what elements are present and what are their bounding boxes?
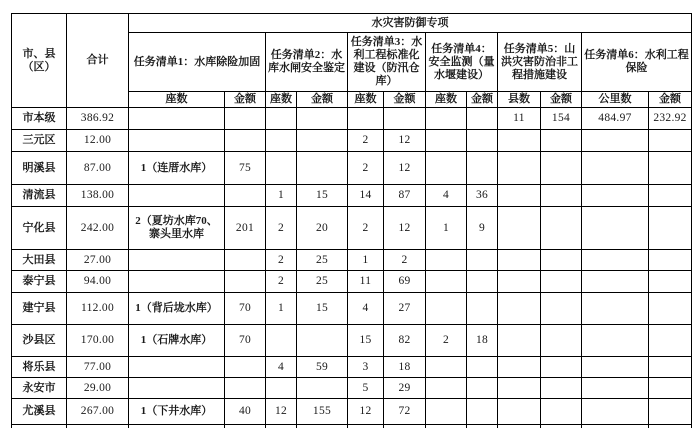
value-cell [348, 425, 384, 428]
table-row [12, 271, 692, 293]
value-cell [426, 271, 467, 293]
value-cell: 1 [266, 185, 297, 207]
value-cell: 20 [297, 207, 348, 250]
value-cell [541, 185, 582, 207]
value-cell: 2 [348, 130, 384, 152]
row-name-cell: 三元区 [12, 130, 67, 152]
grand-total-header-cell: 合计 [67, 14, 129, 108]
value-cell [541, 378, 582, 399]
row-name-cell: 宁化县 [12, 207, 67, 250]
value-cell [582, 271, 649, 293]
row-total-cell: 170.00 [67, 325, 129, 357]
row-name-cell: 清流县 [12, 185, 67, 207]
value-cell [129, 130, 225, 152]
row-name-cell [12, 425, 67, 428]
value-cell [467, 152, 498, 185]
value-cell [582, 207, 649, 250]
table-row [12, 293, 692, 325]
value-cell: 155 [297, 399, 348, 425]
value-cell [498, 130, 541, 152]
value-cell: 4 [426, 185, 467, 207]
value-cell: 40 [225, 399, 266, 425]
flood-prevention-funding-table [11, 13, 692, 428]
value-cell [498, 271, 541, 293]
task-group-header-3: 任务清单3：水利工程标准化建设（防汛仓库） [348, 33, 426, 92]
value-cell [498, 357, 541, 378]
value-cell [649, 378, 692, 399]
value-cell [467, 130, 498, 152]
row-total-cell: 112.00 [67, 293, 129, 325]
value-cell: 36 [467, 185, 498, 207]
value-cell [467, 108, 498, 130]
value-cell [582, 152, 649, 185]
value-cell: 5 [348, 378, 384, 399]
value-cell: 1（连厝水库） [129, 152, 225, 185]
row-name-cell: 尤溪县 [12, 399, 67, 425]
value-cell [225, 108, 266, 130]
value-cell [426, 130, 467, 152]
value-cell [129, 108, 225, 130]
value-cell [384, 425, 426, 428]
value-cell [129, 378, 225, 399]
value-cell [467, 293, 498, 325]
task-group-header-2: 任务清单2：水库水闸安全鉴定 [266, 33, 348, 92]
row-name-cell: 大田县 [12, 250, 67, 271]
value-cell [384, 108, 426, 130]
value-cell: 2 [266, 271, 297, 293]
row-total-cell: 267.00 [67, 399, 129, 425]
value-cell [541, 152, 582, 185]
row-total-cell: 29.00 [67, 378, 129, 399]
value-cell: 12 [348, 399, 384, 425]
value-cell [297, 378, 348, 399]
subcolumn-header: 金额 [467, 92, 498, 108]
value-cell [266, 425, 297, 428]
table-row [12, 325, 692, 357]
value-cell [582, 425, 649, 428]
table-row [12, 130, 692, 152]
value-cell [225, 271, 266, 293]
value-cell: 484.97 [582, 108, 649, 130]
value-cell [582, 250, 649, 271]
value-cell [498, 250, 541, 271]
value-cell: 87 [384, 185, 426, 207]
section-title-cell: 水灾害防御专项 [129, 14, 692, 33]
value-cell [498, 207, 541, 250]
value-cell: 75 [225, 152, 266, 185]
value-cell: 2 [426, 325, 467, 357]
value-cell [225, 378, 266, 399]
row-total-cell: 27.00 [67, 250, 129, 271]
row-total-cell: 242.00 [67, 207, 129, 250]
value-cell: 154 [541, 108, 582, 130]
value-cell [541, 130, 582, 152]
subcolumn-header: 座数 [426, 92, 467, 108]
value-cell: 1（背后垅水库） [129, 293, 225, 325]
subcolumn-header: 金额 [384, 92, 426, 108]
value-cell [582, 130, 649, 152]
value-cell: 59 [297, 357, 348, 378]
value-cell: 201 [225, 207, 266, 250]
table-row [12, 152, 692, 185]
value-cell: 70 [225, 325, 266, 357]
value-cell [582, 357, 649, 378]
value-cell [266, 152, 297, 185]
value-cell [649, 293, 692, 325]
value-cell: 70 [225, 293, 266, 325]
value-cell [426, 152, 467, 185]
value-cell [266, 378, 297, 399]
row-name-cell: 市本级 [12, 108, 67, 130]
value-cell: 12 [266, 399, 297, 425]
value-cell [582, 399, 649, 425]
value-cell [297, 108, 348, 130]
value-cell [649, 185, 692, 207]
value-cell [225, 425, 266, 428]
corner-header-cell: 市、县（区） [12, 14, 67, 108]
subcolumn-header: 县数 [498, 92, 541, 108]
value-cell [426, 293, 467, 325]
value-cell [582, 325, 649, 357]
value-cell: 25 [297, 250, 348, 271]
value-cell [426, 108, 467, 130]
row-total-cell: 386.92 [67, 108, 129, 130]
value-cell: 82 [384, 325, 426, 357]
value-cell: 1 [348, 250, 384, 271]
table-row [12, 357, 692, 378]
value-cell [129, 250, 225, 271]
value-cell [348, 108, 384, 130]
value-cell: 69 [384, 271, 426, 293]
value-cell: 1 [266, 293, 297, 325]
value-cell: 18 [467, 325, 498, 357]
value-cell [541, 399, 582, 425]
task-group-header-4: 任务清单4：安全监测（量水堰建设） [426, 33, 498, 92]
value-cell [541, 250, 582, 271]
value-cell: 12 [384, 130, 426, 152]
subcolumn-header: 座数 [348, 92, 384, 108]
value-cell: 2 [348, 207, 384, 250]
value-cell [297, 425, 348, 428]
row-name-cell: 永安市 [12, 378, 67, 399]
value-cell: 2 [384, 250, 426, 271]
value-cell: 3 [348, 357, 384, 378]
value-cell [225, 250, 266, 271]
value-cell [129, 357, 225, 378]
value-cell [541, 325, 582, 357]
value-cell [426, 425, 467, 428]
table-row [12, 185, 692, 207]
table-row [12, 425, 692, 428]
value-cell [649, 425, 692, 428]
value-cell: 18 [384, 357, 426, 378]
value-cell [649, 250, 692, 271]
value-cell: 15 [297, 185, 348, 207]
value-cell [541, 271, 582, 293]
value-cell [498, 399, 541, 425]
value-cell: 29 [384, 378, 426, 399]
value-cell: 15 [297, 293, 348, 325]
value-cell [649, 130, 692, 152]
value-cell: 4 [348, 293, 384, 325]
table-row [12, 108, 692, 130]
value-cell [649, 325, 692, 357]
value-cell [297, 325, 348, 357]
subcolumn-header: 公里数 [582, 92, 649, 108]
header-row-title [12, 14, 692, 33]
value-cell [297, 130, 348, 152]
value-cell [467, 378, 498, 399]
value-cell: 72 [384, 399, 426, 425]
value-cell [426, 378, 467, 399]
value-cell: 12 [384, 152, 426, 185]
value-cell [649, 207, 692, 250]
value-cell [498, 185, 541, 207]
table-row [12, 250, 692, 271]
value-cell [498, 152, 541, 185]
value-cell [129, 425, 225, 428]
subcolumn-header: 座数 [129, 92, 225, 108]
value-cell: 25 [297, 271, 348, 293]
value-cell [266, 108, 297, 130]
value-cell [426, 250, 467, 271]
value-cell [467, 425, 498, 428]
value-cell: 2（夏坊水库70、寨头里水库 [129, 207, 225, 250]
value-cell [129, 185, 225, 207]
value-cell: 1 [426, 207, 467, 250]
subcolumn-header: 金额 [649, 92, 692, 108]
value-cell: 9 [467, 207, 498, 250]
value-cell [297, 152, 348, 185]
value-cell: 14 [348, 185, 384, 207]
value-cell [426, 399, 467, 425]
value-cell [498, 378, 541, 399]
table-body [12, 108, 692, 428]
value-cell [541, 357, 582, 378]
value-cell [225, 357, 266, 378]
subcolumn-header: 金额 [541, 92, 582, 108]
value-cell: 1（石牌水库） [129, 325, 225, 357]
value-cell [266, 325, 297, 357]
value-cell [225, 130, 266, 152]
value-cell: 27 [384, 293, 426, 325]
value-cell [426, 357, 467, 378]
subcolumn-header: 金额 [297, 92, 348, 108]
value-cell: 11 [498, 108, 541, 130]
row-name-cell: 沙县区 [12, 325, 67, 357]
value-cell: 2 [348, 152, 384, 185]
value-cell [498, 293, 541, 325]
value-cell [129, 271, 225, 293]
value-cell [541, 425, 582, 428]
value-cell: 11 [348, 271, 384, 293]
value-cell: 4 [266, 357, 297, 378]
value-cell [649, 271, 692, 293]
row-total-cell [67, 425, 129, 428]
value-cell [649, 357, 692, 378]
value-cell [225, 185, 266, 207]
value-cell [582, 378, 649, 399]
value-cell [541, 207, 582, 250]
row-total-cell: 77.00 [67, 357, 129, 378]
row-total-cell: 12.00 [67, 130, 129, 152]
value-cell [498, 325, 541, 357]
value-cell: 232.92 [649, 108, 692, 130]
row-name-cell: 明溪县 [12, 152, 67, 185]
value-cell: 15 [348, 325, 384, 357]
row-name-cell: 将乐县 [12, 357, 67, 378]
value-cell: 2 [266, 207, 297, 250]
value-cell [498, 425, 541, 428]
row-total-cell: 94.00 [67, 271, 129, 293]
value-cell [467, 357, 498, 378]
table-row [12, 378, 692, 399]
subcolumn-header: 座数 [266, 92, 297, 108]
value-cell [649, 152, 692, 185]
table-row [12, 207, 692, 250]
value-cell [467, 271, 498, 293]
value-cell [467, 250, 498, 271]
row-name-cell: 泰宁县 [12, 271, 67, 293]
value-cell: 1（下井水库） [129, 399, 225, 425]
value-cell: 2 [266, 250, 297, 271]
value-cell: 12 [384, 207, 426, 250]
row-name-cell: 建宁县 [12, 293, 67, 325]
value-cell [649, 399, 692, 425]
value-cell [467, 399, 498, 425]
table-row [12, 399, 692, 425]
value-cell [582, 293, 649, 325]
value-cell [582, 185, 649, 207]
task-group-header-5: 任务清单5：山洪灾害防治非工程措施建设 [498, 33, 582, 92]
table-header [12, 14, 692, 108]
value-cell [266, 130, 297, 152]
row-total-cell: 138.00 [67, 185, 129, 207]
task-group-header-1: 任务清单1：水库除险加固 [129, 33, 266, 92]
value-cell [541, 293, 582, 325]
row-total-cell: 87.00 [67, 152, 129, 185]
subcolumn-header: 金额 [225, 92, 266, 108]
task-group-header-6: 任务清单6：水利工程保险 [582, 33, 692, 92]
